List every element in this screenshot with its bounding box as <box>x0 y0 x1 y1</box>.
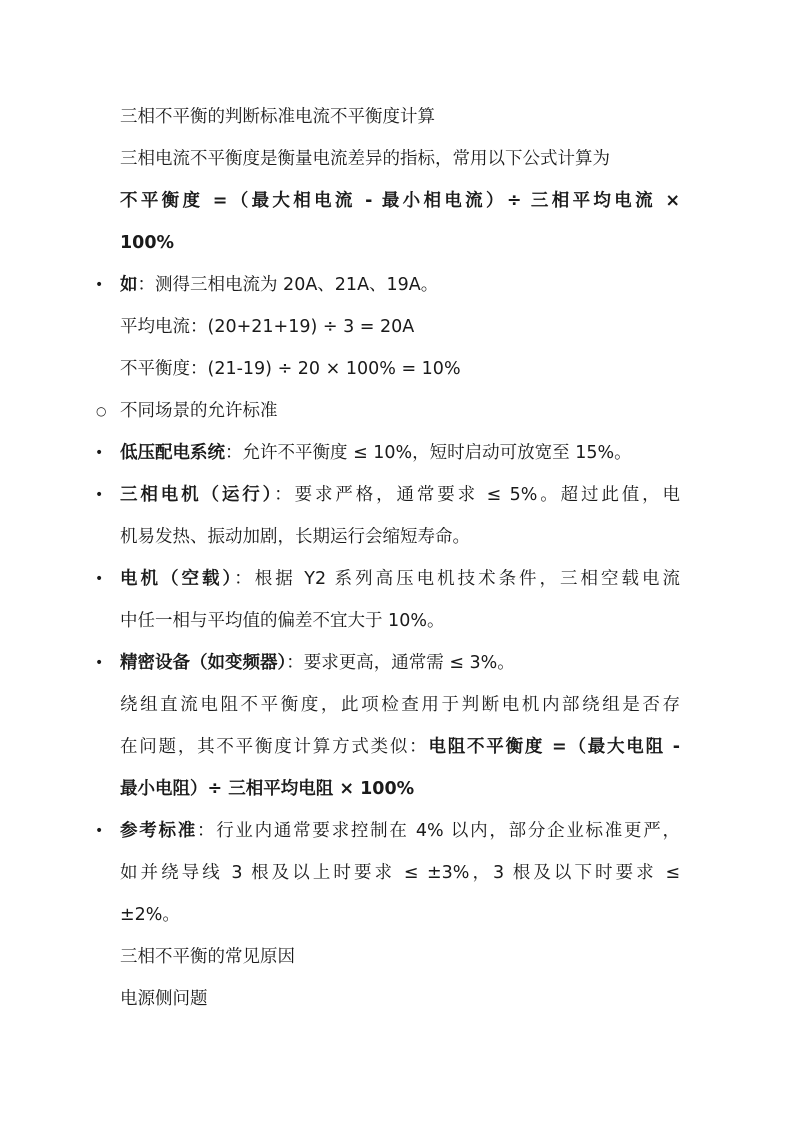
list-item-text: ：根据 Y2 系列高压电机技术条件，三相空载电流 <box>234 569 681 589</box>
paragraph-line <box>120 735 680 759</box>
bullet-icon: • <box>95 571 104 587</box>
list-item-text: ：要求更高，通常需 ≤ 3%。 <box>286 653 515 673</box>
list-item <box>120 483 680 507</box>
formula-line: 不平衡度 =（最大相电流 - 最小相电流）÷ 三相平均电流 × <box>120 191 680 211</box>
list-item <box>120 567 680 591</box>
list-item-label: 低压配电系统 <box>120 443 225 463</box>
list-item-label: 电机（空载） <box>120 569 235 589</box>
list-item-label: 精密设备（如变频器） <box>120 653 287 673</box>
list-item <box>120 819 680 843</box>
list-item <box>120 441 680 465</box>
paragraph-line: 如并绕导线 3 根及以上时要求 ≤ ±3%，3 根及以下时要求 ≤ <box>120 863 680 883</box>
formula-text: 电阻不平衡度 =（最大电阻 - <box>428 737 680 757</box>
paragraph-line: 绕组直流电阻不平衡度，此项检查用于判断电机内部绕组是否存 <box>120 695 680 715</box>
subsection-heading-power-side: 电源侧问题 <box>120 989 208 1009</box>
paragraph-line: 三相电流不平衡度是衡量电流差异的指标，常用以下公式计算为 <box>120 149 610 169</box>
paragraph-line: 机易发热、振动加剧，长期运行会缩短寿命。 <box>120 527 470 547</box>
bullet-icon: • <box>95 655 104 671</box>
paragraph-line: 平均电流：(20+21+19) ÷ 3 = 20A <box>120 317 415 337</box>
list-item: 不同场景的允许标准 <box>120 401 278 421</box>
list-item-label: 三相电机（运行） <box>120 485 275 505</box>
list-item-label: 如 <box>120 275 138 295</box>
formula-line: 最小电阻）÷ 三相平均电阻 × 100% <box>120 779 415 799</box>
bullet-icon: • <box>95 823 104 839</box>
list-item <box>120 651 680 675</box>
formula-line: 100% <box>120 233 175 253</box>
bullet-icon: • <box>95 487 104 503</box>
list-item-label: 参考标准 <box>120 821 197 841</box>
paragraph-line: ±2%。 <box>120 905 180 925</box>
paragraph-line: 不平衡度：(21-19) ÷ 20 × 100% = 10% <box>120 359 461 379</box>
paragraph-text: 在问题，其不平衡度计算方式类似： <box>120 737 429 757</box>
list-item-text: ：行业内通常要求控制在 4% 以内，部分企业标准更严， <box>196 821 681 841</box>
list-item-text: ：要求严格，通常要求 ≤ 5%。超过此值，电 <box>274 485 681 505</box>
section-heading-causes: 三相不平衡的常见原因 <box>120 947 295 967</box>
section-heading-unbalance-criteria: 三相不平衡的判断标准电流不平衡度计算 <box>120 107 435 127</box>
list-item-text: ：测得三相电流为 20A、21A、19A。 <box>137 275 439 295</box>
bullet-icon: • <box>95 277 104 293</box>
list-item <box>120 273 680 297</box>
bullet-icon: • <box>95 445 104 461</box>
paragraph-line: 中任一相与平均值的偏差不宜大于 10%。 <box>120 611 445 631</box>
circle-bullet-icon: ○ <box>96 404 107 418</box>
list-item-text: ：允许不平衡度 ≤ 10%，短时启动可放宽至 15%。 <box>225 443 632 463</box>
